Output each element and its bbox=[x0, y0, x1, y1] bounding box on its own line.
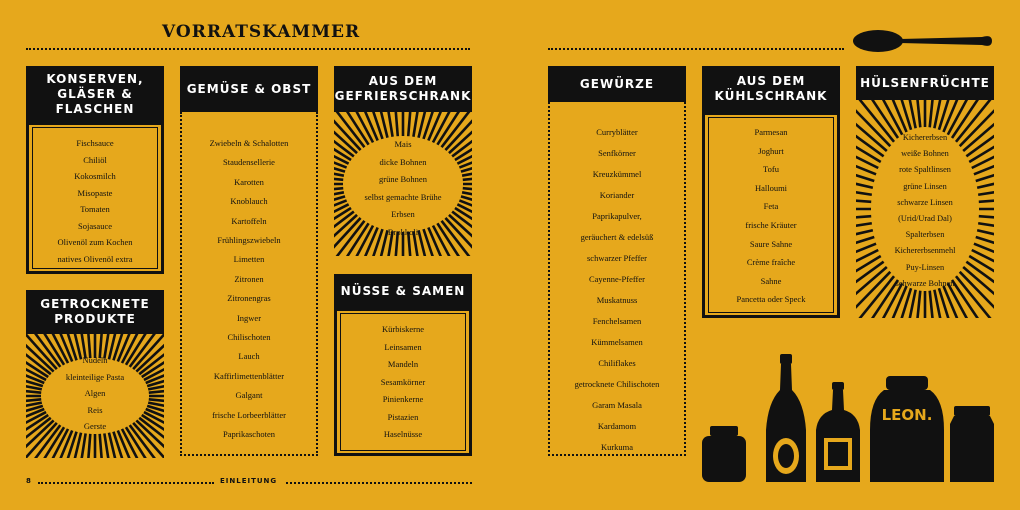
list-item: getrocknete Chilischoten bbox=[574, 379, 660, 389]
list-item: Pinienkerne bbox=[382, 394, 424, 404]
list-item: Pistazien bbox=[387, 411, 419, 422]
list-kuehl bbox=[710, 123, 832, 309]
list-item: Sojasauce bbox=[78, 220, 112, 231]
list-item: selbst gemachte Brühe bbox=[364, 191, 442, 202]
small-jar-icon bbox=[702, 426, 746, 482]
list-item: grüne Bohnen bbox=[379, 174, 427, 184]
list-item: Crème fraîche bbox=[746, 257, 796, 268]
list-item: Paprikaschoten bbox=[223, 429, 275, 440]
list-item: Sesamkörner bbox=[380, 376, 426, 387]
list-item: Kümmelsamen bbox=[591, 337, 643, 347]
list-item: Chiliflakes bbox=[598, 358, 636, 368]
divider bbox=[38, 482, 214, 484]
section-header-gemuese: GEMÜSE & OBST bbox=[180, 66, 318, 112]
list-item: Ingwer bbox=[236, 312, 262, 323]
jar-label: LEON. bbox=[881, 406, 933, 424]
list-item: Kürbiskerne bbox=[381, 324, 424, 334]
page-title: VORRATSKAMMER bbox=[162, 22, 361, 42]
list-item: Paprikapulver, geräuchert & edelsüß bbox=[580, 211, 654, 242]
list-item: schwarzer Pfeffer bbox=[586, 253, 647, 263]
list-item: Tofu bbox=[763, 164, 779, 175]
list-item: Fischsauce bbox=[76, 138, 114, 148]
list-item: frische Kräuter bbox=[745, 219, 797, 230]
section-header-kuehl: AUS DEM KÜHLSCHRANK bbox=[702, 66, 840, 112]
list-item: Senfkörner bbox=[598, 148, 636, 158]
jars-illustration bbox=[700, 350, 1000, 486]
list-item: Kreuzkümmel bbox=[592, 169, 642, 179]
list-gefrier bbox=[350, 136, 456, 241]
section-header-gewuerze: GEWÜRZE bbox=[548, 66, 686, 102]
list-konserven bbox=[34, 135, 156, 267]
list-item: grüne Linsen bbox=[903, 181, 947, 191]
list-item: Olivenöl zum Kochen bbox=[57, 237, 133, 247]
list-item: Chilischoten bbox=[227, 332, 271, 343]
list-item: Zitronen bbox=[234, 273, 264, 284]
list-item: schwarze Linsen (Urid/Urad Dal) bbox=[897, 197, 953, 224]
list-item: schwarze Bohnen bbox=[895, 278, 955, 288]
list-item: Gerste bbox=[83, 421, 107, 431]
list-item: dicke Bohnen bbox=[379, 156, 427, 167]
list-huelsen bbox=[872, 130, 978, 292]
list-item: rote Spaltlinsen bbox=[899, 165, 951, 175]
list-item: Kurkuma bbox=[600, 442, 634, 452]
list-item: Misopaste bbox=[77, 187, 113, 198]
list-item: Puy-Linsen bbox=[905, 262, 945, 272]
list-item: Spalterbsen bbox=[905, 230, 945, 240]
list-getrocknete bbox=[40, 352, 150, 435]
leon-jar-icon bbox=[870, 376, 944, 482]
list-item: Brokkoli bbox=[387, 226, 419, 237]
glass-jar-icon bbox=[950, 406, 994, 482]
list-item: Mais bbox=[394, 139, 412, 149]
list-item: Reis bbox=[87, 404, 103, 415]
divider bbox=[548, 48, 844, 50]
page-number: 8 bbox=[26, 477, 32, 485]
list-gewuerze bbox=[552, 122, 682, 458]
list-item: Erbsen bbox=[391, 209, 415, 219]
list-item: Karotten bbox=[234, 176, 264, 187]
section-header-nuesse: NÜSSE & SAMEN bbox=[334, 274, 472, 308]
list-item: Feta bbox=[763, 201, 779, 212]
list-item: Sahne bbox=[760, 275, 782, 286]
divider bbox=[26, 48, 470, 50]
list-item: Lauch bbox=[238, 351, 260, 362]
list-item: natives Olivenöl extra bbox=[57, 253, 133, 264]
list-nuesse bbox=[342, 321, 464, 444]
list-item: Koriander bbox=[599, 190, 635, 200]
list-item: Pancetta oder Speck bbox=[736, 294, 806, 305]
list-item: Parmesan bbox=[754, 127, 788, 137]
list-item: Staudensellerie bbox=[223, 157, 275, 168]
list-item: frische Lorbeerblätter bbox=[212, 409, 286, 420]
divider bbox=[286, 482, 472, 484]
list-item: Leinsamen bbox=[384, 341, 422, 352]
list-item: weiße Bohnen bbox=[901, 149, 949, 159]
section-header-getrocknete: GETROCKNETE PRODUKTE bbox=[26, 290, 164, 334]
list-item: Knoblauch bbox=[230, 196, 268, 207]
list-item: Muskatnuss bbox=[596, 295, 638, 305]
list-item: Nudeln bbox=[82, 355, 108, 365]
sauce-bottle-icon bbox=[816, 382, 860, 482]
list-item: Kardamom bbox=[597, 421, 637, 431]
list-item: Cayenne-Pfeffer bbox=[588, 274, 645, 284]
list-item: Algen bbox=[84, 388, 106, 398]
list-item: Kartoffeln bbox=[231, 215, 267, 226]
list-item: kleinteilige Pasta bbox=[65, 371, 125, 382]
list-item: Chiliöl bbox=[83, 154, 107, 165]
list-item: Kokosmilch bbox=[74, 171, 116, 181]
list-item: Halloumi bbox=[754, 182, 788, 193]
list-item: Zwiebeln & Schalotten bbox=[209, 138, 289, 148]
list-item: Garam Masala bbox=[592, 400, 642, 410]
list-item: Zitronengras bbox=[227, 293, 271, 304]
list-item: Mandeln bbox=[387, 359, 419, 369]
list-item: Limetten bbox=[233, 254, 265, 265]
list-item: Tomaten bbox=[80, 204, 110, 214]
list-item: Galgant bbox=[235, 390, 263, 401]
section-header-konserven: KONSERVEN, GLÄSER & FLASCHEN bbox=[26, 66, 164, 122]
footer-section: EINLEITUNG bbox=[220, 477, 278, 485]
spoon-icon bbox=[852, 26, 994, 56]
list-item: Haselnüsse bbox=[383, 429, 423, 439]
list-item: Kichererbsenmehl bbox=[894, 246, 956, 256]
list-item: Frühlingszwiebeln bbox=[217, 235, 281, 246]
list-item: Kaffirlimettenblätter bbox=[213, 370, 285, 381]
list-item: Curryblätter bbox=[596, 127, 638, 137]
section-header-gefrier: AUS DEM GEFRIERSCHRANK bbox=[334, 66, 472, 112]
list-item: Joghurt bbox=[758, 145, 784, 156]
tall-bottle-icon bbox=[766, 354, 806, 482]
list-item: Kichererbsen bbox=[902, 133, 948, 142]
section-header-huelsen: HÜLSENFRÜCHTE bbox=[856, 66, 994, 100]
list-item: Fenchelsamen bbox=[592, 316, 642, 326]
list-gemuese bbox=[184, 134, 314, 445]
list-item: Saure Sahne bbox=[749, 238, 793, 249]
